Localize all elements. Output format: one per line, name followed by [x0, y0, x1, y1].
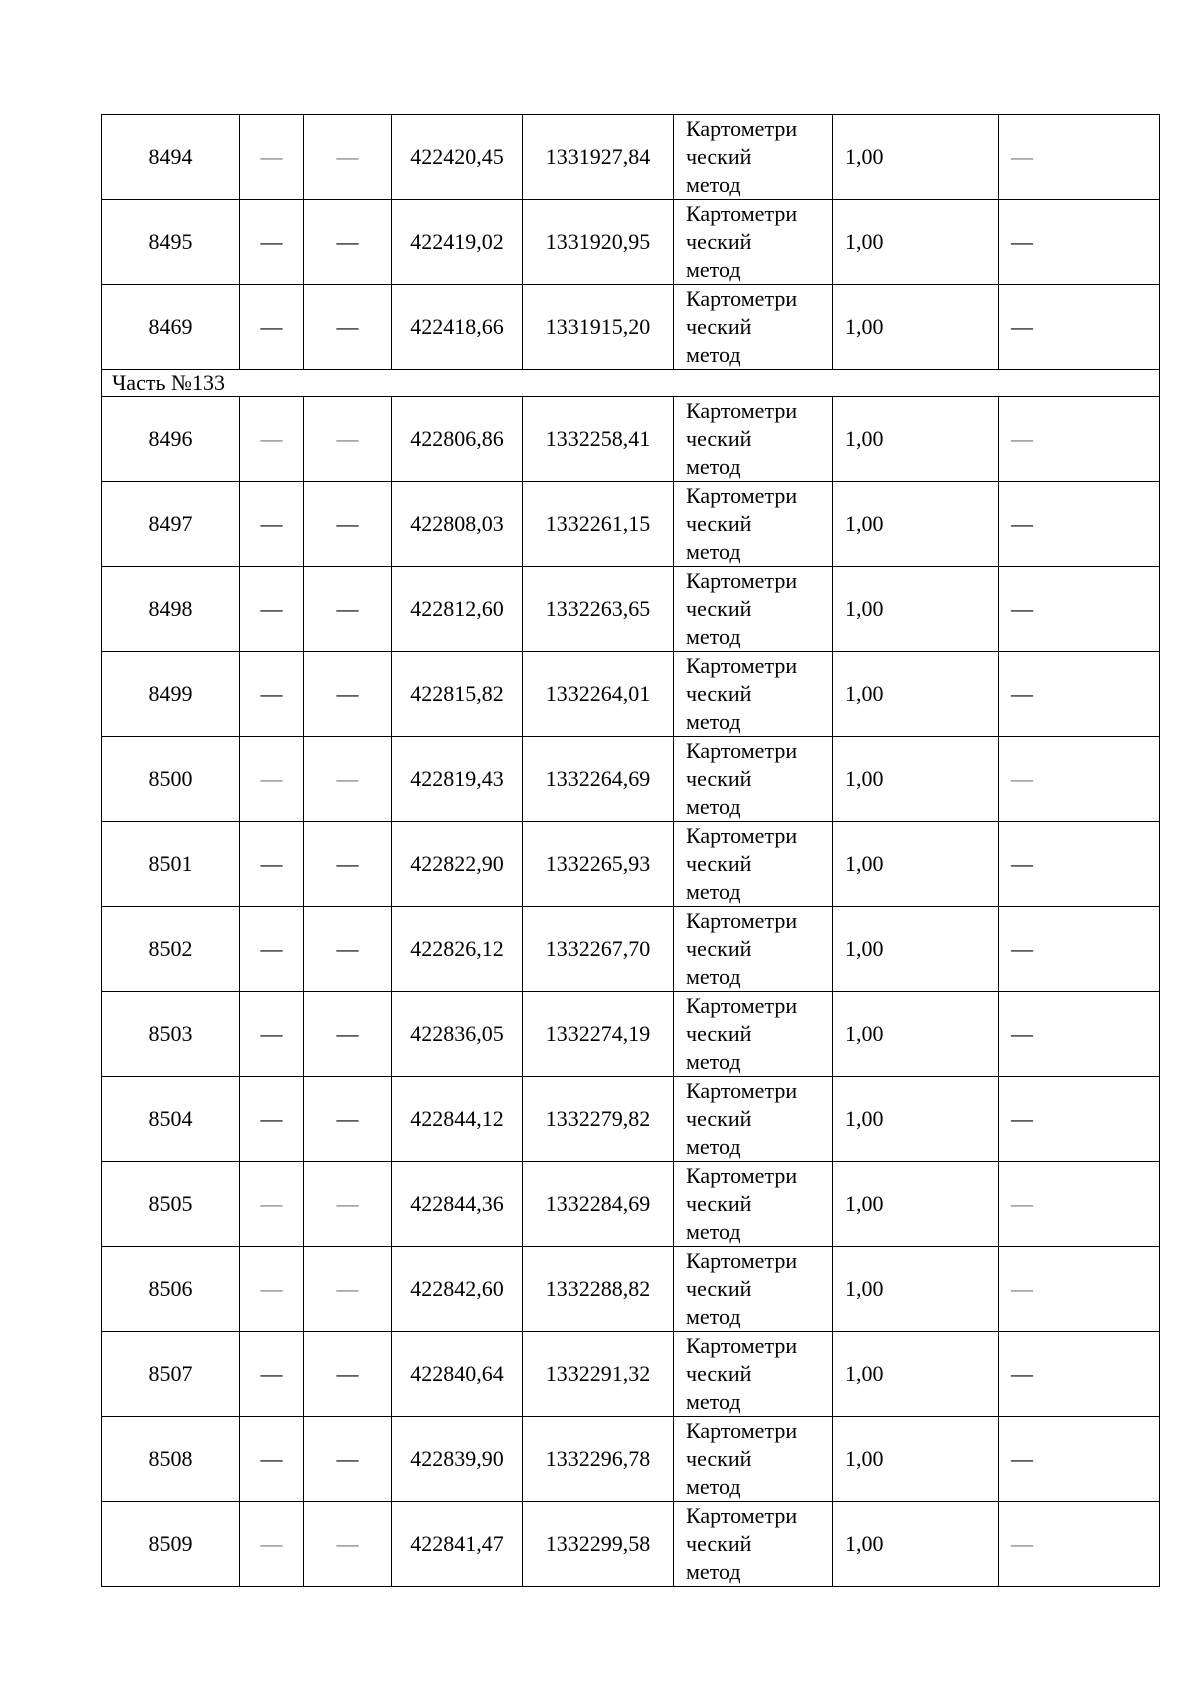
- table-row: [102, 285, 1160, 370]
- method-text-line: Картометри: [686, 653, 798, 678]
- accuracy-cell: 1,00: [833, 907, 999, 992]
- empty-dash-cell: —: [240, 567, 304, 652]
- y-coordinate-cell: 1332265,93: [523, 822, 674, 907]
- accuracy-cell: 1,00: [833, 1332, 999, 1417]
- method-cell: [674, 567, 833, 652]
- accuracy-cell: 1,00: [833, 397, 999, 482]
- method-text-line: Картометри: [686, 993, 798, 1018]
- x-coordinate-cell: 422842,60: [392, 1247, 523, 1332]
- method-cell: [674, 652, 833, 737]
- y-coordinate-cell: 1332267,70: [523, 907, 674, 992]
- y-coordinate-cell: 1331915,20: [523, 285, 674, 370]
- table-row: [102, 1077, 1160, 1162]
- point-number-cell: 8500: [102, 737, 240, 822]
- empty-dash-cell: —: [304, 1162, 392, 1247]
- empty-dash-cell: —: [304, 1502, 392, 1587]
- point-number-cell: 8499: [102, 652, 240, 737]
- method-cell: [674, 1417, 833, 1502]
- table-row: [102, 1417, 1160, 1502]
- empty-dash-cell: —: [304, 285, 392, 370]
- accuracy-cell: 1,00: [833, 115, 999, 200]
- method-text-line: Картометри: [686, 1503, 798, 1528]
- method-text-line: ческий: [686, 1361, 752, 1386]
- accuracy-cell: 1,00: [833, 1247, 999, 1332]
- method-text-line: Картометри: [686, 483, 798, 508]
- method-text-line: метод: [686, 1389, 741, 1414]
- method-text-line: Картометри: [686, 398, 798, 423]
- y-coordinate-cell: 1332264,01: [523, 652, 674, 737]
- table-row: [102, 1502, 1160, 1587]
- method-cell: [674, 992, 833, 1077]
- note-dash-cell: —: [999, 567, 1160, 652]
- method-text-line: метод: [686, 1559, 741, 1584]
- y-coordinate-cell: 1332288,82: [523, 1247, 674, 1332]
- note-dash-cell: —: [999, 482, 1160, 567]
- note-dash-cell: —: [999, 397, 1160, 482]
- point-number-cell: 8497: [102, 482, 240, 567]
- y-coordinate-cell: 1332299,58: [523, 1502, 674, 1587]
- x-coordinate-cell: 422841,47: [392, 1502, 523, 1587]
- note-dash-cell: —: [999, 1502, 1160, 1587]
- point-number-cell: 8469: [102, 285, 240, 370]
- empty-dash-cell: —: [304, 1332, 392, 1417]
- y-coordinate-cell: 1332263,65: [523, 567, 674, 652]
- empty-dash-cell: —: [240, 1417, 304, 1502]
- accuracy-cell: 1,00: [833, 482, 999, 567]
- empty-dash-cell: —: [240, 992, 304, 1077]
- method-text-line: Картометри: [686, 568, 798, 593]
- method-text-line: Картометри: [686, 1418, 798, 1443]
- table-row: [102, 907, 1160, 992]
- table-row: [102, 1247, 1160, 1332]
- empty-dash-cell: —: [304, 397, 392, 482]
- accuracy-cell: 1,00: [833, 1162, 999, 1247]
- accuracy-cell: 1,00: [833, 1502, 999, 1587]
- method-cell: [674, 822, 833, 907]
- method-text-line: метод: [686, 342, 741, 367]
- point-number-cell: 8508: [102, 1417, 240, 1502]
- method-text-line: метод: [686, 257, 741, 282]
- method-cell: [674, 1077, 833, 1162]
- method-text-line: Картометри: [686, 201, 798, 226]
- empty-dash-cell: —: [304, 1077, 392, 1162]
- point-number-cell: 8504: [102, 1077, 240, 1162]
- note-dash-cell: —: [999, 1332, 1160, 1417]
- empty-dash-cell: —: [304, 907, 392, 992]
- note-dash-cell: —: [999, 1162, 1160, 1247]
- method-text-line: метод: [686, 624, 741, 649]
- method-text-line: метод: [686, 172, 741, 197]
- method-text-line: Картометри: [686, 1078, 798, 1103]
- table-row: [102, 737, 1160, 822]
- empty-dash-cell: —: [240, 1332, 304, 1417]
- point-number-cell: 8506: [102, 1247, 240, 1332]
- method-cell: [674, 907, 833, 992]
- y-coordinate-cell: 1332296,78: [523, 1417, 674, 1502]
- empty-dash-cell: —: [240, 397, 304, 482]
- method-text-line: метод: [686, 709, 741, 734]
- method-cell: [674, 397, 833, 482]
- point-number-cell: 8495: [102, 200, 240, 285]
- x-coordinate-cell: 422419,02: [392, 200, 523, 285]
- y-coordinate-cell: 1332291,32: [523, 1332, 674, 1417]
- method-text-line: ческий: [686, 1446, 752, 1471]
- empty-dash-cell: —: [240, 1077, 304, 1162]
- x-coordinate-cell: 422819,43: [392, 737, 523, 822]
- method-text-line: ческий: [686, 681, 752, 706]
- method-text-line: метод: [686, 1049, 741, 1074]
- x-coordinate-cell: 422844,36: [392, 1162, 523, 1247]
- method-cell: [674, 200, 833, 285]
- method-text-line: метод: [686, 454, 741, 479]
- empty-dash-cell: —: [240, 1247, 304, 1332]
- method-text-line: ческий: [686, 314, 752, 339]
- x-coordinate-cell: 422840,64: [392, 1332, 523, 1417]
- method-cell: [674, 1162, 833, 1247]
- empty-dash-cell: —: [304, 1417, 392, 1502]
- note-dash-cell: —: [999, 1417, 1160, 1502]
- x-coordinate-cell: 422812,60: [392, 567, 523, 652]
- method-text-line: метод: [686, 879, 741, 904]
- empty-dash-cell: —: [304, 482, 392, 567]
- method-text-line: Картометри: [686, 738, 798, 763]
- method-text-line: метод: [686, 794, 741, 819]
- accuracy-cell: 1,00: [833, 1077, 999, 1162]
- note-dash-cell: —: [999, 737, 1160, 822]
- empty-dash-cell: —: [304, 822, 392, 907]
- point-number-cell: 8507: [102, 1332, 240, 1417]
- point-number-cell: 8505: [102, 1162, 240, 1247]
- accuracy-cell: 1,00: [833, 285, 999, 370]
- accuracy-cell: 1,00: [833, 1417, 999, 1502]
- method-text-line: ческий: [686, 936, 752, 961]
- method-text-line: ческий: [686, 596, 752, 621]
- method-cell: [674, 1502, 833, 1587]
- accuracy-cell: 1,00: [833, 652, 999, 737]
- empty-dash-cell: —: [304, 567, 392, 652]
- method-cell: [674, 1247, 833, 1332]
- section-row: [102, 370, 1160, 397]
- method-text-line: метод: [686, 539, 741, 564]
- empty-dash-cell: —: [304, 115, 392, 200]
- x-coordinate-cell: 422836,05: [392, 992, 523, 1077]
- x-coordinate-cell: 422420,45: [392, 115, 523, 200]
- accuracy-cell: 1,00: [833, 567, 999, 652]
- point-number-cell: 8496: [102, 397, 240, 482]
- point-number-cell: 8509: [102, 1502, 240, 1587]
- point-number-cell: 8501: [102, 822, 240, 907]
- method-text-line: Картометри: [686, 823, 798, 848]
- note-dash-cell: —: [999, 907, 1160, 992]
- empty-dash-cell: —: [240, 115, 304, 200]
- x-coordinate-cell: 422806,86: [392, 397, 523, 482]
- method-text-line: Картометри: [686, 286, 798, 311]
- note-dash-cell: —: [999, 992, 1160, 1077]
- method-text-line: ческий: [686, 1531, 752, 1556]
- table-row: [102, 992, 1160, 1077]
- method-text-line: ческий: [686, 511, 752, 536]
- method-text-line: ческий: [686, 1106, 752, 1131]
- table-row: [102, 1332, 1160, 1417]
- note-dash-cell: —: [999, 285, 1160, 370]
- empty-dash-cell: —: [304, 200, 392, 285]
- table-row: [102, 482, 1160, 567]
- x-coordinate-cell: 422418,66: [392, 285, 523, 370]
- table-row: [102, 397, 1160, 482]
- y-coordinate-cell: 1332279,82: [523, 1077, 674, 1162]
- empty-dash-cell: —: [240, 822, 304, 907]
- method-cell: [674, 1332, 833, 1417]
- point-number-cell: 8498: [102, 567, 240, 652]
- method-text-line: ческий: [686, 426, 752, 451]
- method-text-line: метод: [686, 1474, 741, 1499]
- note-dash-cell: —: [999, 115, 1160, 200]
- y-coordinate-cell: 1332274,19: [523, 992, 674, 1077]
- method-text-line: ческий: [686, 851, 752, 876]
- x-coordinate-cell: 422822,90: [392, 822, 523, 907]
- method-text-line: метод: [686, 1134, 741, 1159]
- note-dash-cell: —: [999, 1247, 1160, 1332]
- method-cell: [674, 737, 833, 822]
- table-body: [102, 115, 1160, 1587]
- table-row: [102, 200, 1160, 285]
- table-row: [102, 1162, 1160, 1247]
- y-coordinate-cell: 1332284,69: [523, 1162, 674, 1247]
- method-text-line: ческий: [686, 1276, 752, 1301]
- empty-dash-cell: —: [240, 737, 304, 822]
- note-dash-cell: —: [999, 1077, 1160, 1162]
- empty-dash-cell: —: [304, 992, 392, 1077]
- empty-dash-cell: —: [240, 1502, 304, 1587]
- y-coordinate-cell: 1331920,95: [523, 200, 674, 285]
- accuracy-cell: 1,00: [833, 737, 999, 822]
- empty-dash-cell: —: [240, 907, 304, 992]
- point-number-cell: 8502: [102, 907, 240, 992]
- method-text-line: метод: [686, 1219, 741, 1244]
- section-label: Часть №133: [102, 370, 1160, 397]
- coordinates-document-page: [101, 114, 1159, 1587]
- empty-dash-cell: —: [304, 1247, 392, 1332]
- method-text-line: Картометри: [686, 1163, 798, 1188]
- empty-dash-cell: —: [240, 652, 304, 737]
- x-coordinate-cell: 422839,90: [392, 1417, 523, 1502]
- table-row: [102, 115, 1160, 200]
- empty-dash-cell: —: [304, 652, 392, 737]
- table-row: [102, 652, 1160, 737]
- point-number-cell: 8503: [102, 992, 240, 1077]
- method-text-line: ческий: [686, 144, 752, 169]
- accuracy-cell: 1,00: [833, 200, 999, 285]
- x-coordinate-cell: 422826,12: [392, 907, 523, 992]
- y-coordinate-cell: 1332261,15: [523, 482, 674, 567]
- method-text-line: ческий: [686, 766, 752, 791]
- method-cell: [674, 482, 833, 567]
- method-text-line: Картометри: [686, 1248, 798, 1273]
- method-text-line: метод: [686, 964, 741, 989]
- note-dash-cell: —: [999, 652, 1160, 737]
- empty-dash-cell: —: [240, 482, 304, 567]
- method-text-line: метод: [686, 1304, 741, 1329]
- method-text-line: Картометри: [686, 908, 798, 933]
- note-dash-cell: —: [999, 200, 1160, 285]
- accuracy-cell: 1,00: [833, 822, 999, 907]
- y-coordinate-cell: 1332258,41: [523, 397, 674, 482]
- method-text-line: Картометри: [686, 1333, 798, 1358]
- x-coordinate-cell: 422815,82: [392, 652, 523, 737]
- table-row: [102, 567, 1160, 652]
- table-row: [102, 822, 1160, 907]
- empty-dash-cell: —: [240, 285, 304, 370]
- accuracy-cell: 1,00: [833, 992, 999, 1077]
- point-number-cell: 8494: [102, 115, 240, 200]
- method-text-line: ческий: [686, 229, 752, 254]
- method-text-line: ческий: [686, 1191, 752, 1216]
- method-text-line: ческий: [686, 1021, 752, 1046]
- method-cell: [674, 285, 833, 370]
- y-coordinate-cell: 1332264,69: [523, 737, 674, 822]
- x-coordinate-cell: 422844,12: [392, 1077, 523, 1162]
- note-dash-cell: —: [999, 822, 1160, 907]
- method-cell: [674, 115, 833, 200]
- empty-dash-cell: —: [304, 737, 392, 822]
- empty-dash-cell: —: [240, 200, 304, 285]
- y-coordinate-cell: 1331927,84: [523, 115, 674, 200]
- x-coordinate-cell: 422808,03: [392, 482, 523, 567]
- empty-dash-cell: —: [240, 1162, 304, 1247]
- method-text-line: Картометри: [686, 116, 798, 141]
- coordinates-table: [101, 114, 1160, 1587]
